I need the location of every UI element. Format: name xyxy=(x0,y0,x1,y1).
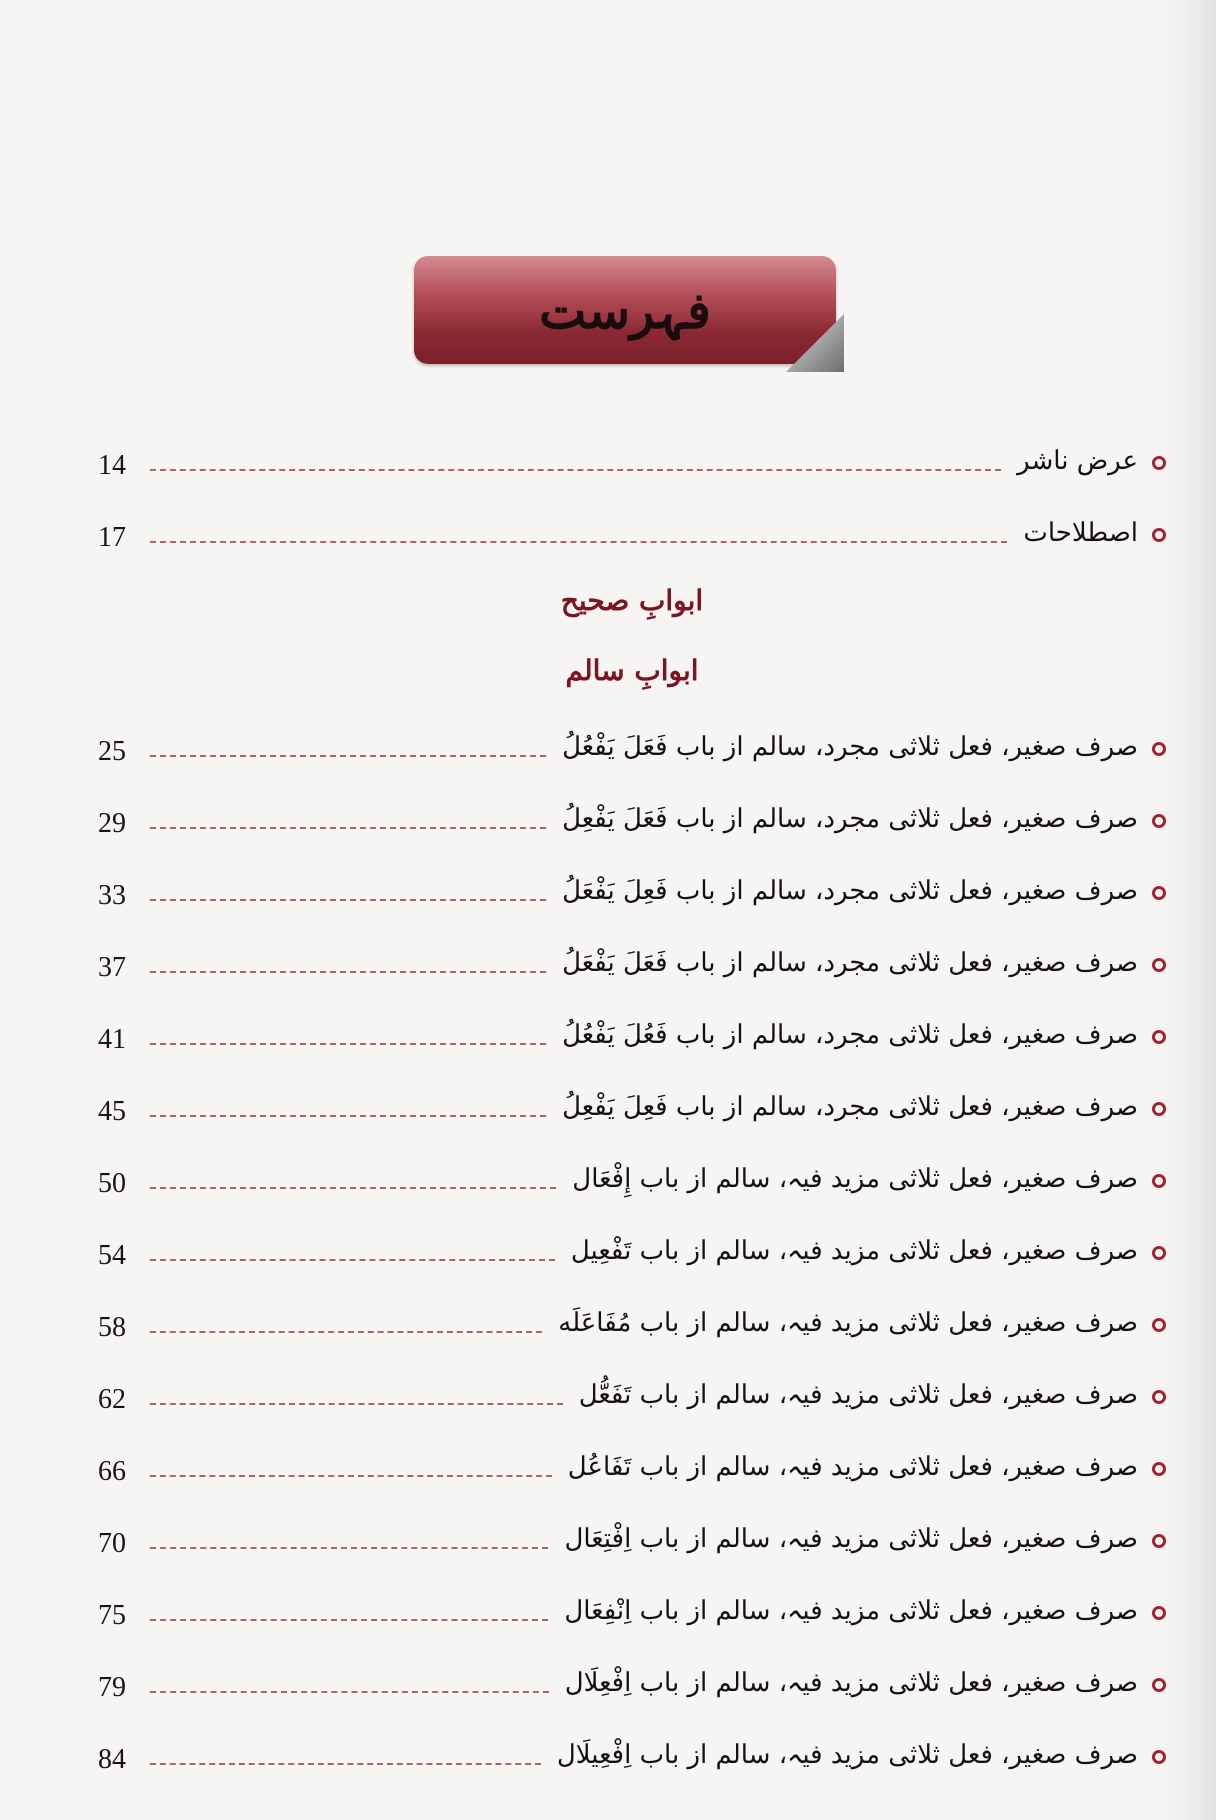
toc-entry-label: صرف صغیر، فعل ثلاثی مجرد، سالم از باب فَعَلَ یَفْعِلُ xyxy=(562,804,1138,834)
toc-item-page: 17 xyxy=(98,522,126,553)
toc-entry-label: صرف صغیر، فعل ثلاثی مجرد، سالم از باب فَعَلَ یَفْعُلُ xyxy=(562,732,1138,762)
leader-line xyxy=(150,541,1007,543)
toc-entry-page: 58 xyxy=(98,1312,126,1343)
toc-entry[interactable] xyxy=(98,1374,1166,1424)
toc-entry-page: 33 xyxy=(98,880,126,911)
toc-entry-label: صرف صغیر، فعل ثلاثی مجرد، سالم از باب فَعَلَ یَفْعَلُ xyxy=(562,948,1138,978)
toc-entry-label: صرف صغیر، فعل ثلاثی مزید فیہ، سالم از باب تَفْعِیل xyxy=(570,1236,1138,1266)
leader-line xyxy=(150,827,546,829)
toc-entry-label: صرف صغیر، فعل ثلاثی مزید فیہ، سالم از باب اِفْعِيلَال xyxy=(556,1740,1138,1770)
toc-entry[interactable] xyxy=(98,798,1166,848)
section-heading-main: ابوابِ صحیح xyxy=(560,584,704,617)
leader-line xyxy=(150,1475,552,1477)
toc-entry-label: صرف صغیر، فعل ثلاثی مزید فیہ، سالم از باب تَفَاعُل xyxy=(567,1452,1138,1482)
bullet-icon xyxy=(1152,1102,1166,1116)
toc-entry-label: صرف صغیر، فعل ثلاثی مزید فیہ، سالم از باب اِفْتِعَال xyxy=(564,1524,1138,1554)
leader-line xyxy=(150,755,546,757)
toc-entry-page: 70 xyxy=(98,1528,126,1559)
leader-line xyxy=(150,899,546,901)
bullet-icon xyxy=(1152,958,1166,972)
toc-entry[interactable] xyxy=(98,1662,1166,1712)
bullet-icon xyxy=(1152,1030,1166,1044)
bullet-icon xyxy=(1152,1534,1166,1548)
toc-entry-label: صرف صغیر، فعل ثلاثی مجرد، سالم از باب فَعِلَ یَفْعَلُ xyxy=(562,876,1138,906)
toc-entry-page: 54 xyxy=(98,1240,126,1271)
bullet-icon xyxy=(1152,1750,1166,1764)
toc-entry-page: 41 xyxy=(98,1024,126,1055)
toc-entry-page: 62 xyxy=(98,1384,126,1415)
page-title: فہرست xyxy=(539,280,711,340)
leader-line xyxy=(150,1619,548,1621)
bullet-icon xyxy=(1152,814,1166,828)
bullet-icon xyxy=(1152,1318,1166,1332)
toc-item-label: اصطلاحات xyxy=(1023,518,1138,548)
leader-line xyxy=(150,1763,541,1765)
toc-entry[interactable] xyxy=(98,1014,1166,1064)
toc-entry-page: 25 xyxy=(98,736,126,767)
toc-entry-label: صرف صغیر، فعل ثلاثی مجرد، سالم از باب فَعِلَ یَفْعِلُ xyxy=(562,1092,1138,1122)
bullet-icon xyxy=(1152,1246,1166,1260)
leader-line xyxy=(150,1115,546,1117)
leader-line xyxy=(150,1403,563,1405)
toc-entry-label: صرف صغیر، فعل ثلاثی مزید فیہ، سالم از باب مُفَاعَلَه xyxy=(558,1308,1138,1338)
bullet-icon xyxy=(1152,528,1166,542)
leader-line xyxy=(150,1043,546,1045)
title-banner xyxy=(414,256,836,364)
toc-entry[interactable] xyxy=(98,1302,1166,1352)
toc-entry[interactable] xyxy=(98,726,1166,776)
toc-entry-label: صرف صغیر، فعل ثلاثی مزید فیہ، سالم از باب إِفْعَال xyxy=(572,1164,1138,1194)
toc-entry[interactable] xyxy=(98,1446,1166,1496)
leader-line xyxy=(150,1691,549,1693)
leader-line xyxy=(150,1331,542,1333)
leader-line xyxy=(150,971,546,973)
toc-entry-page: 37 xyxy=(98,952,126,983)
leader-line xyxy=(150,1187,556,1189)
toc-entry-page: 79 xyxy=(98,1672,126,1703)
toc-entry-page: 66 xyxy=(98,1456,126,1487)
toc-entry-page: 75 xyxy=(98,1600,126,1631)
toc-item-publisher-note[interactable] xyxy=(98,440,1166,490)
toc-entry-page: 29 xyxy=(98,808,126,839)
toc-item-page: 14 xyxy=(98,450,126,481)
bullet-icon xyxy=(1152,1390,1166,1404)
bullet-icon xyxy=(1152,1678,1166,1692)
bullet-icon xyxy=(1152,456,1166,470)
toc-entry-label: صرف صغیر، فعل ثلاثی مجرد، سالم از باب فَعُلَ یَفْعُلُ xyxy=(562,1020,1138,1050)
toc-entry-label: صرف صغیر، فعل ثلاثی مزید فیہ، سالم از باب اِنْفِعَال xyxy=(564,1596,1138,1626)
toc-item-terminology[interactable] xyxy=(98,512,1166,562)
toc-entry[interactable] xyxy=(98,870,1166,920)
toc-entry[interactable] xyxy=(98,1158,1166,1208)
bullet-icon xyxy=(1152,1606,1166,1620)
toc-entry[interactable] xyxy=(98,1086,1166,1136)
banner-page-curl xyxy=(786,314,844,372)
toc-entry-label: صرف صغیر، فعل ثلاثی مزید فیہ، سالم از باب اِفْعِلَال xyxy=(564,1668,1138,1698)
toc-entry-page: 45 xyxy=(98,1096,126,1127)
toc-entry[interactable] xyxy=(98,1518,1166,1568)
toc-entry[interactable] xyxy=(98,1590,1166,1640)
bullet-icon xyxy=(1152,742,1166,756)
toc-entry[interactable] xyxy=(98,942,1166,992)
toc-entry-label: صرف صغیر، فعل ثلاثی مزید فیہ، سالم از باب تَفَعُّل xyxy=(578,1380,1138,1410)
leader-line xyxy=(150,1547,548,1549)
bullet-icon xyxy=(1152,1174,1166,1188)
section-heading-sub: ابوابِ سالم xyxy=(565,654,699,687)
leader-line xyxy=(150,469,1001,471)
toc-entry-page: 50 xyxy=(98,1168,126,1199)
bullet-icon xyxy=(1152,886,1166,900)
toc-entry-page: 84 xyxy=(98,1744,126,1775)
bullet-icon xyxy=(1152,1462,1166,1476)
toc-entry[interactable] xyxy=(98,1230,1166,1280)
toc-item-label: عرض ناشر xyxy=(1017,446,1138,476)
leader-line xyxy=(150,1259,555,1261)
toc-entry[interactable] xyxy=(98,1734,1166,1784)
